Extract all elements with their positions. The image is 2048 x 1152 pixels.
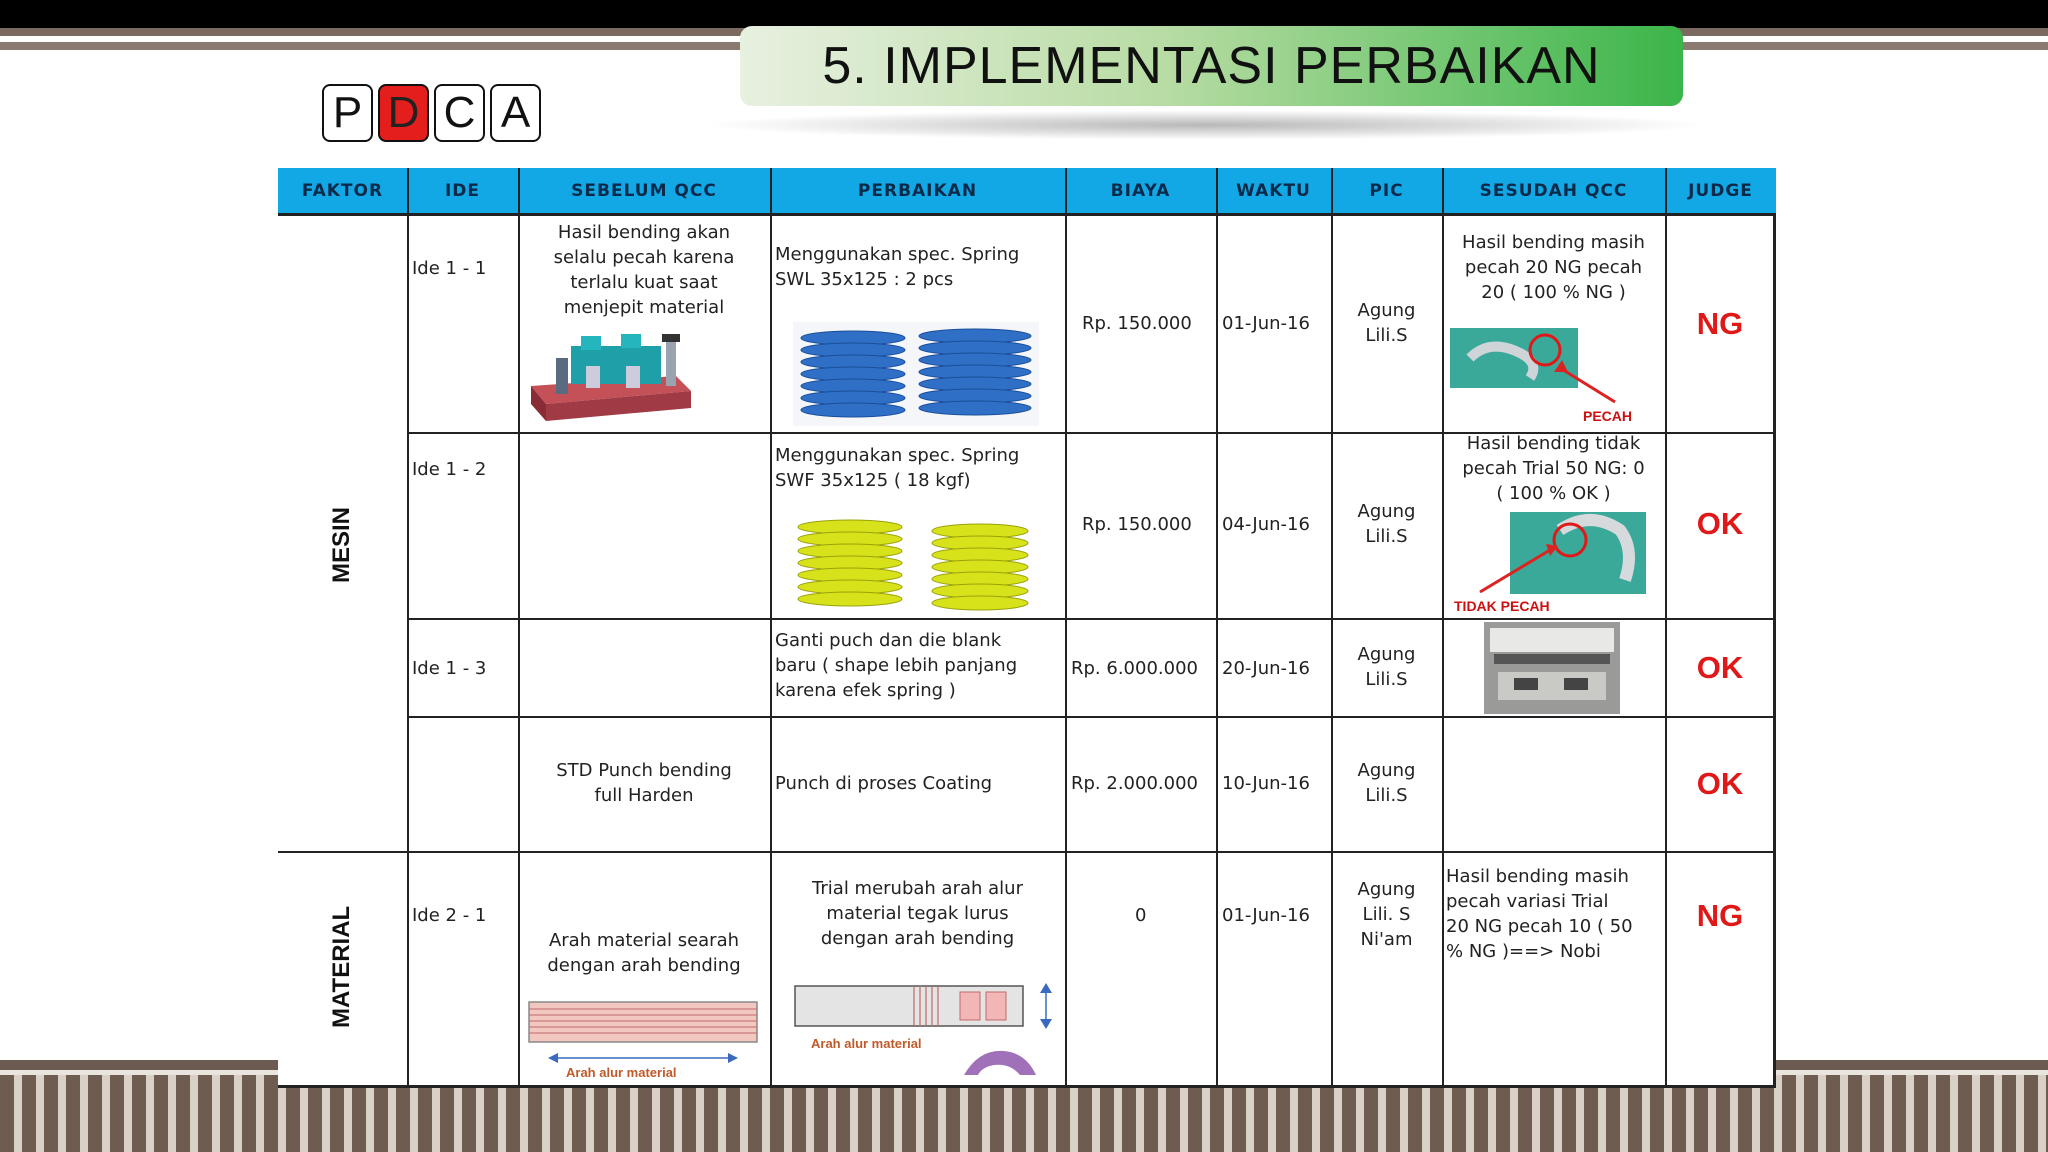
header-ide: IDE <box>407 168 518 216</box>
grid-line <box>407 618 1776 620</box>
biaya-cell: Rp. 150.000 <box>1082 313 1192 334</box>
text-line: full Harden <box>594 785 694 806</box>
header-sesudah: SESUDAH QCC <box>1442 168 1665 216</box>
ide-cell: Ide 1 - 1 <box>412 258 487 279</box>
waktu-cell: 20-Jun-16 <box>1222 658 1310 679</box>
text-line: % NG )==> Nobi <box>1446 941 1601 962</box>
perbaikan-cell: Punch di proses Coating <box>775 773 993 794</box>
judge-ng: NG <box>1696 898 1744 933</box>
sesudah-cell <box>1442 230 1665 305</box>
text-line: Agung <box>1357 644 1416 665</box>
waktu-cell: 01-Jun-16 <box>1222 905 1310 926</box>
judge-ng: NG <box>1696 306 1744 341</box>
grid-line <box>407 168 409 1088</box>
pic-cell <box>1331 499 1442 549</box>
text-line: terlalu kuat saat <box>570 272 718 293</box>
grid-line <box>1442 168 1444 1088</box>
pic-cell <box>1331 877 1442 952</box>
biaya-cell: Rp. 150.000 <box>1082 514 1192 535</box>
arah-alur-caption: Arah alur material <box>566 1065 677 1080</box>
header-waktu: WAKTU <box>1216 168 1331 216</box>
text-line: Agung <box>1357 300 1416 321</box>
ide-cell: Ide 1 - 2 <box>412 459 487 480</box>
text-line: Arah material searah <box>548 930 740 951</box>
text-line: 20 NG pecah 10 ( 50 <box>1446 916 1633 937</box>
material-strip-perpendicular <box>794 983 1064 1083</box>
pdca-p: P <box>322 84 373 142</box>
text-line: Lili.S <box>1365 785 1408 806</box>
pdca-d-active: D <box>378 84 429 142</box>
bent-part-cracked-image <box>1450 328 1630 418</box>
sebelum-cell <box>518 758 770 808</box>
biaya-cell: 0 <box>1135 905 1147 926</box>
text-line: pecah variasi Trial <box>1446 891 1609 912</box>
arah-alur-caption: Arah alur material <box>811 1036 922 1051</box>
perbaikan-cell <box>775 443 1019 493</box>
text-line: dengan arah bending <box>547 955 741 976</box>
yellow-spring-image <box>788 513 1038 613</box>
header-perbaikan: PERBAIKAN <box>770 168 1065 216</box>
perbaikan-cell <box>775 628 1017 703</box>
blue-spring-image <box>793 322 1039 426</box>
biaya-cell: Rp. 2.000.000 <box>1071 773 1198 794</box>
text-line: Lili.S <box>1365 669 1408 690</box>
text-line: Agung <box>1357 501 1416 522</box>
header-pic: PIC <box>1331 168 1442 216</box>
judge-ok: OK <box>1696 506 1744 541</box>
waktu-cell: 01-Jun-16 <box>1222 313 1310 334</box>
text-line: 20 ( 100 % NG ) <box>1481 282 1626 303</box>
perbaikan-cell <box>770 876 1065 951</box>
faktor-material: MATERIAL <box>328 905 355 1028</box>
top-bar <box>0 0 2048 28</box>
biaya-cell: Rp. 6.000.000 <box>1071 658 1198 679</box>
text-line: Hasil bending akan <box>557 222 731 243</box>
text-line: dengan arah bending <box>820 928 1015 949</box>
text-line: Menggunakan spec. Spring <box>775 244 1020 265</box>
text-line: Lili. S <box>1362 904 1411 925</box>
text-line: SWL 35x125 : 2 pcs <box>775 269 954 290</box>
text-line: Lili.S <box>1365 526 1408 547</box>
pic-cell <box>1331 642 1442 692</box>
title-shadow <box>700 110 1710 140</box>
ide-cell: Ide 1 - 3 <box>412 658 487 679</box>
punch-die-photo <box>1484 622 1620 714</box>
sebelum-cell <box>518 220 770 320</box>
text-line: pecah 20 NG pecah <box>1464 257 1643 278</box>
sebelum-cell <box>518 928 770 978</box>
text-line: baru ( shape lebih panjang <box>775 655 1018 676</box>
grid-line <box>407 716 1776 718</box>
text-line: Agung <box>1357 879 1416 900</box>
text-line: Trial merubah arah alur <box>812 878 1023 899</box>
pdca-a: A <box>490 84 541 142</box>
header-sebelum: SEBELUM QCC <box>518 168 770 216</box>
text-line: menjepit material <box>563 297 725 318</box>
perbaikan-cell <box>775 242 1019 292</box>
ide-cell: Ide 2 - 1 <box>412 905 487 926</box>
waktu-cell: 10-Jun-16 <box>1222 773 1310 794</box>
text-line: Ganti puch dan die blank <box>775 630 1002 651</box>
implementation-table <box>278 168 1776 1088</box>
header-judge: JUDGE <box>1665 168 1776 216</box>
title-banner <box>740 26 1683 106</box>
grid-line <box>1216 168 1218 1088</box>
judge-ok: OK <box>1696 650 1744 685</box>
page-title: 5. IMPLEMENTASI PERBAIKAN <box>822 37 1601 95</box>
pic-cell <box>1331 298 1442 348</box>
text-line: Lili.S <box>1365 325 1408 346</box>
pdca-c: C <box>434 84 485 142</box>
bent-part-ok-image <box>1450 510 1650 604</box>
judge-ok: OK <box>1696 766 1744 801</box>
text-line: Hasil bending masih <box>1462 232 1645 253</box>
tidak-pecah-caption: TIDAK PECAH <box>1454 598 1550 614</box>
text-line: STD Punch bending <box>556 760 732 781</box>
text-line: Menggunakan spec. Spring <box>775 445 1020 466</box>
text-line: ( 100 % OK ) <box>1496 483 1611 504</box>
faktor-mesin: MESIN <box>328 507 355 584</box>
text-line: Hasil bending tidak <box>1466 433 1641 454</box>
header-faktor: FAKTOR <box>278 168 407 216</box>
pic-cell <box>1331 758 1442 808</box>
pdca-indicator <box>322 84 541 142</box>
text-line: Agung <box>1357 760 1416 781</box>
header-biaya: BIAYA <box>1065 168 1216 216</box>
text-line: Ni'am <box>1360 929 1413 950</box>
text-line: Hasil bending masih <box>1446 866 1629 887</box>
text-line: pecah Trial 50 NG: 0 <box>1462 458 1645 479</box>
grid-line <box>1065 168 1067 1088</box>
text-line: karena efek spring ) <box>775 680 956 701</box>
text-line: SWF 35x125 ( 18 kgf) <box>775 470 971 491</box>
pecah-caption: PECAH <box>1583 408 1633 424</box>
grid-line <box>278 851 1776 853</box>
press-machine-image <box>526 326 696 422</box>
waktu-cell: 04-Jun-16 <box>1222 514 1310 535</box>
text-line: material tegak lurus <box>826 903 1009 924</box>
sesudah-cell <box>1446 864 1633 964</box>
sesudah-cell <box>1442 431 1665 506</box>
text-line: selalu pecah karena <box>553 247 735 268</box>
